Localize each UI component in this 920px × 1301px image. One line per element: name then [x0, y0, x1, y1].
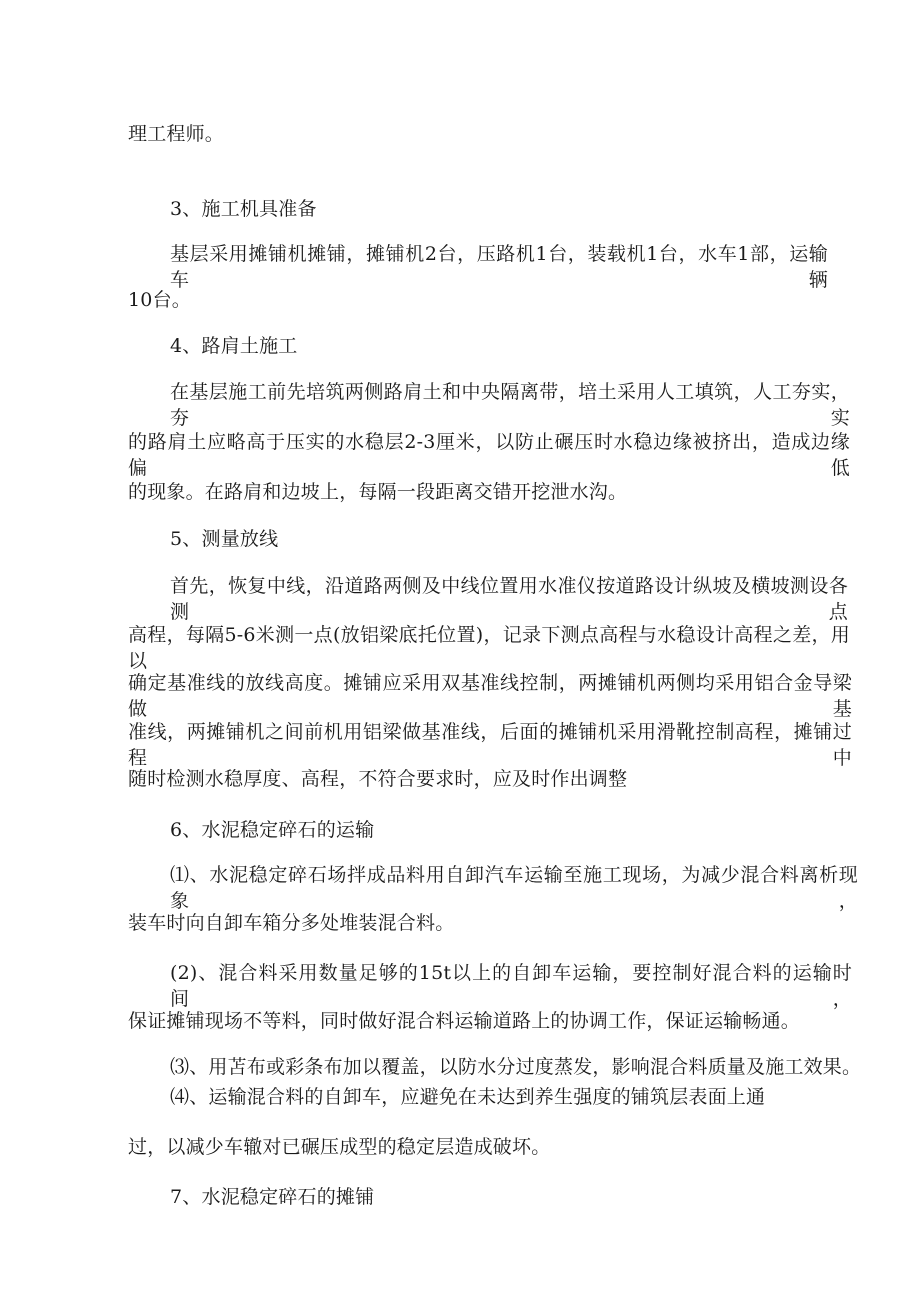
text-line: ⑷、运输混合料的自卸车，应避免在未达到养生强度的铺筑层表面上通	[170, 1086, 766, 1108]
text-line: 首先，恢复中线，沿道路两侧及中线位置用水准仪按道路设计纵坡及横坡测设各测点	[170, 575, 848, 623]
text-line: 的路肩土应略高于压实的水稳层2-3厘米，以防止碾压时水稳边缘被挤出，造成边缘偏低	[128, 431, 850, 479]
section-heading-7: 7、水泥稳定碎石的摊铺	[170, 1186, 375, 1208]
text-line: ⑶、用苫布或彩条布加以覆盖，以防水分过度蒸发，影响混合料质量及施工效果。	[170, 1056, 862, 1078]
text-line: 高程，每隔5-6米测一点(放铝梁底托位置)，记录下测点高程与水稳设计高程之差，用以	[128, 624, 850, 672]
text-line: 过，以减少车辙对已碾压成型的稳定层造成破坏。	[128, 1136, 551, 1158]
text-line: 在基层施工前先培筑两侧路肩土和中央隔离带，培土采用人工填筑，人工夯实，夯实	[170, 381, 850, 429]
text-line: (2)、混合料采用数量足够的15t以上的自卸车运输，要控制好混合料的运输时间，	[170, 962, 852, 1010]
text-line: 随时检测水稳厚度、高程，不符合要求时，应及时作出调整	[128, 768, 628, 790]
text-line: 准线，两摊铺机之间前机用铝梁做基准线，后面的摊铺机采用滑靴控制高程，摊铺过程中	[128, 721, 852, 769]
text-line: ⑴、水泥稳定碎石场拌成品料用自卸汽车运输至施工现场，为减少混合料离析现象，	[170, 864, 858, 912]
text-line: 保证摊铺现场不等料，同时做好混合料运输道路上的协调工作，保证运输畅通。	[128, 1010, 801, 1032]
section-heading-3: 3、施工机具准备	[170, 198, 317, 220]
text-line: 基层采用摊铺机摊铺，摊铺机2台，压路机1台，装载机1台，水车1部，运输车辆	[170, 243, 828, 291]
text-line: 10台。	[128, 289, 191, 311]
section-heading-4: 4、路肩土施工	[170, 335, 298, 357]
section-heading-6: 6、水泥稳定碎石的运输	[170, 819, 375, 841]
text-line: 理工程师。	[128, 123, 225, 145]
text-line: 确定基准线的放线高度。摊铺应采用双基准线控制，两摊铺机两侧均采用铝合金导梁做基	[128, 672, 852, 720]
text-line: 装车时向自卸车箱分多处堆装混合料。	[128, 912, 455, 934]
text-line: 的现象。在路肩和边坡上，每隔一段距离交错开挖泄水沟。	[128, 481, 628, 503]
section-heading-5: 5、测量放线	[170, 528, 279, 550]
